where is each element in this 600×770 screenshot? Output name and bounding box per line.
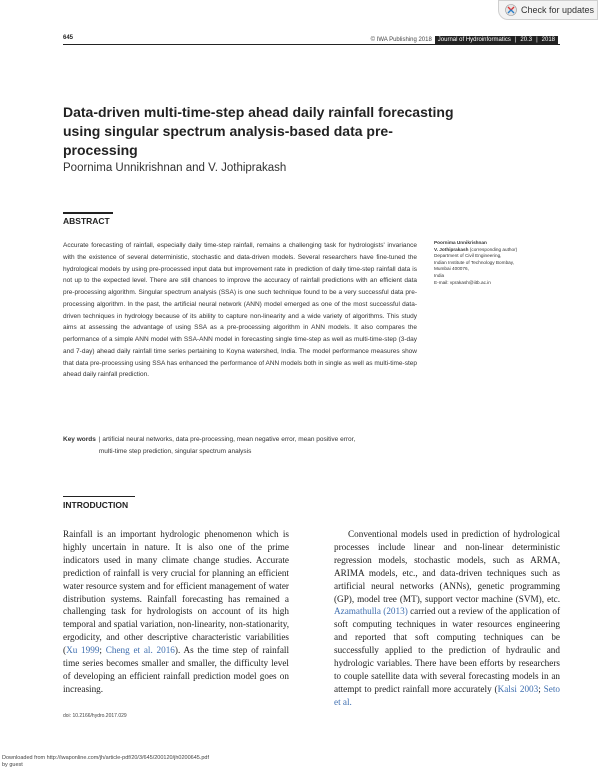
journal-name: Journal of Hydroinformatics: [437, 36, 511, 43]
citation-link[interactable]: Kalsi 2003: [497, 683, 539, 694]
affiliation-author-2-line: [434, 247, 554, 254]
download-url: Downloaded from http://iwaponline.com/jh/article-pdf/20/3/645/200120/jh0200645.pdf: [2, 755, 209, 761]
keywords-list: | artificial neural networks, data pre-processing, mean negative error, mean positive error, multi-time step prediction, singular spectrum analysis: [98, 436, 356, 455]
intro-text-part: Conventional models used in prediction of hydrological processes include linear and non-linear deterministic regression models, stochastic models, such as ARMA, ARIMA models, etc., and data-driven techniques such as artificial neural networks (ANNs), genetic programming (GP), model tree (MT), support vector machine (SVM), etc.: [334, 529, 560, 604]
journal-box: [435, 36, 558, 44]
keywords: [63, 434, 363, 457]
header-separator: |: [536, 36, 538, 43]
introduction-heading: INTRODUCTION: [63, 500, 129, 510]
doi-text: doi: 10.2166/hydro.2017.029: [63, 713, 127, 719]
introduction-rule: [63, 496, 135, 497]
citation-separator: ;: [99, 645, 106, 656]
copyright-text: © IWA Publishing 2018: [370, 36, 432, 43]
check-for-updates-label: Check for updates: [521, 5, 595, 15]
download-notice: [2, 755, 209, 768]
article-authors: Poornima Unnikrishnan and V. Jothiprakash: [63, 162, 287, 174]
author-affiliations: [434, 240, 554, 286]
introduction-column-right: [334, 528, 560, 709]
header-rule: [63, 44, 560, 45]
check-for-updates-badge[interactable]: [498, 0, 598, 20]
abstract-text: Accurate forecasting of rainfall, especially daily time-step rainfall, remains a challenging task for hydrologists' invariance with the existence of several deterministic, stochastic and data-driven models. Several researchers have fine-tuned the hydrological models by using pre-processed input data but improvement rate in prediction of daily time-step rainfall data is not up to the expected level. There are still chances to improve the accuracy of rainfall predictions with an efficient data pre-processing algorithm. Singular spectrum analysis (SSA) is one such technique found to be a very successful data pre-processing algorithm. In the past, the artificial neural network (ANN) model emerged as one of the most successful data-driven techniques in hydrology because of its ability to capture non-linearity and a wide variety of algorithms. This study aims at assessing the advantage of using SSA as a pre-processing algorithm in ANN models. It also compares the performance of a simple ANN model with SSA-ANN model in forecasting single time-step as well as multi-time-step (3-day and 7-day) ahead daily rainfall time series pertaining to Koyna watershed, India. The model performance measures show that data pre-processing using SSA has enhanced the performance of ANN models both in single as well as multi-time-step ahead daily rainfall prediction.: [63, 242, 417, 379]
citation-separator: ;: [538, 683, 544, 694]
keywords-label: Key words: [63, 436, 96, 443]
download-by: by guest: [2, 761, 23, 768]
corresponding-author-note: (corresponding author): [469, 246, 518, 252]
intro-text-part: ). As the time step of rainfall time series becomes smaller and smaller, the difficulty level of developing an efficient rainfall prediction model goes on increasing.: [63, 645, 289, 694]
intro-text-part: carried out a review of the application of soft computing techniques in water resources engineering and reported that soft computing techniques can be successfully applied to the prediction of hydraulic and hydrologic variables. There have been efforts by researchers to couple satellite data with several forecasting models in an attempt to predict rainfall more accurately (: [334, 606, 560, 694]
article-title: Data-driven multi-time-step ahead daily rainfall forecasting using singular spectrum analysis-based data pre-processing: [63, 104, 454, 158]
header-separator: |: [514, 36, 517, 43]
affiliation-author-2: V. Jothiprakash: [434, 246, 469, 252]
abstract-heading: ABSTRACT: [63, 216, 110, 226]
citation-link[interactable]: Cheng et al. 2016: [105, 645, 175, 656]
citation-link[interactable]: Azamathulla (2013): [334, 606, 408, 617]
journal-year: 2018: [541, 36, 555, 43]
journal-volume: 20.3: [520, 36, 533, 43]
affiliation-email[interactable]: E-mail: vprakash@iitb.ac.in: [434, 279, 491, 285]
crossmark-icon: [505, 4, 517, 16]
affiliation-institute: Indian Institute of Technology Bombay,: [434, 259, 515, 265]
citation-link[interactable]: Xu 1999: [66, 645, 100, 656]
affiliation-author-1: Poornima Unnikrishnan: [434, 240, 487, 245]
affiliation-country: India: [434, 272, 445, 278]
affiliation-department: Department of Civil Engineering,: [434, 253, 502, 259]
page-number: 645: [63, 35, 74, 41]
abstract-rule: [63, 212, 113, 214]
citation-link[interactable]: Seto et al.: [334, 683, 560, 707]
affiliation-city: Mumbai 400076,: [434, 266, 469, 272]
introduction-column-left: [63, 528, 289, 696]
intro-text-part: Rainfall is an important hydrologic phenomenon which is highly uncertain in nature. It is also one of the prime indicators used in many climate change studies. Accurate prediction of rainfall is very crucial for planning an efficient water resource system and for efficient management of water distribution systems. Rainfall forecasting has remained a challenging task for hydrologists on account of its high temporal and spatial variation, non-linearity, non-stationarity, ergodicity, and other descriptive characteristic variabilities (: [63, 529, 289, 656]
